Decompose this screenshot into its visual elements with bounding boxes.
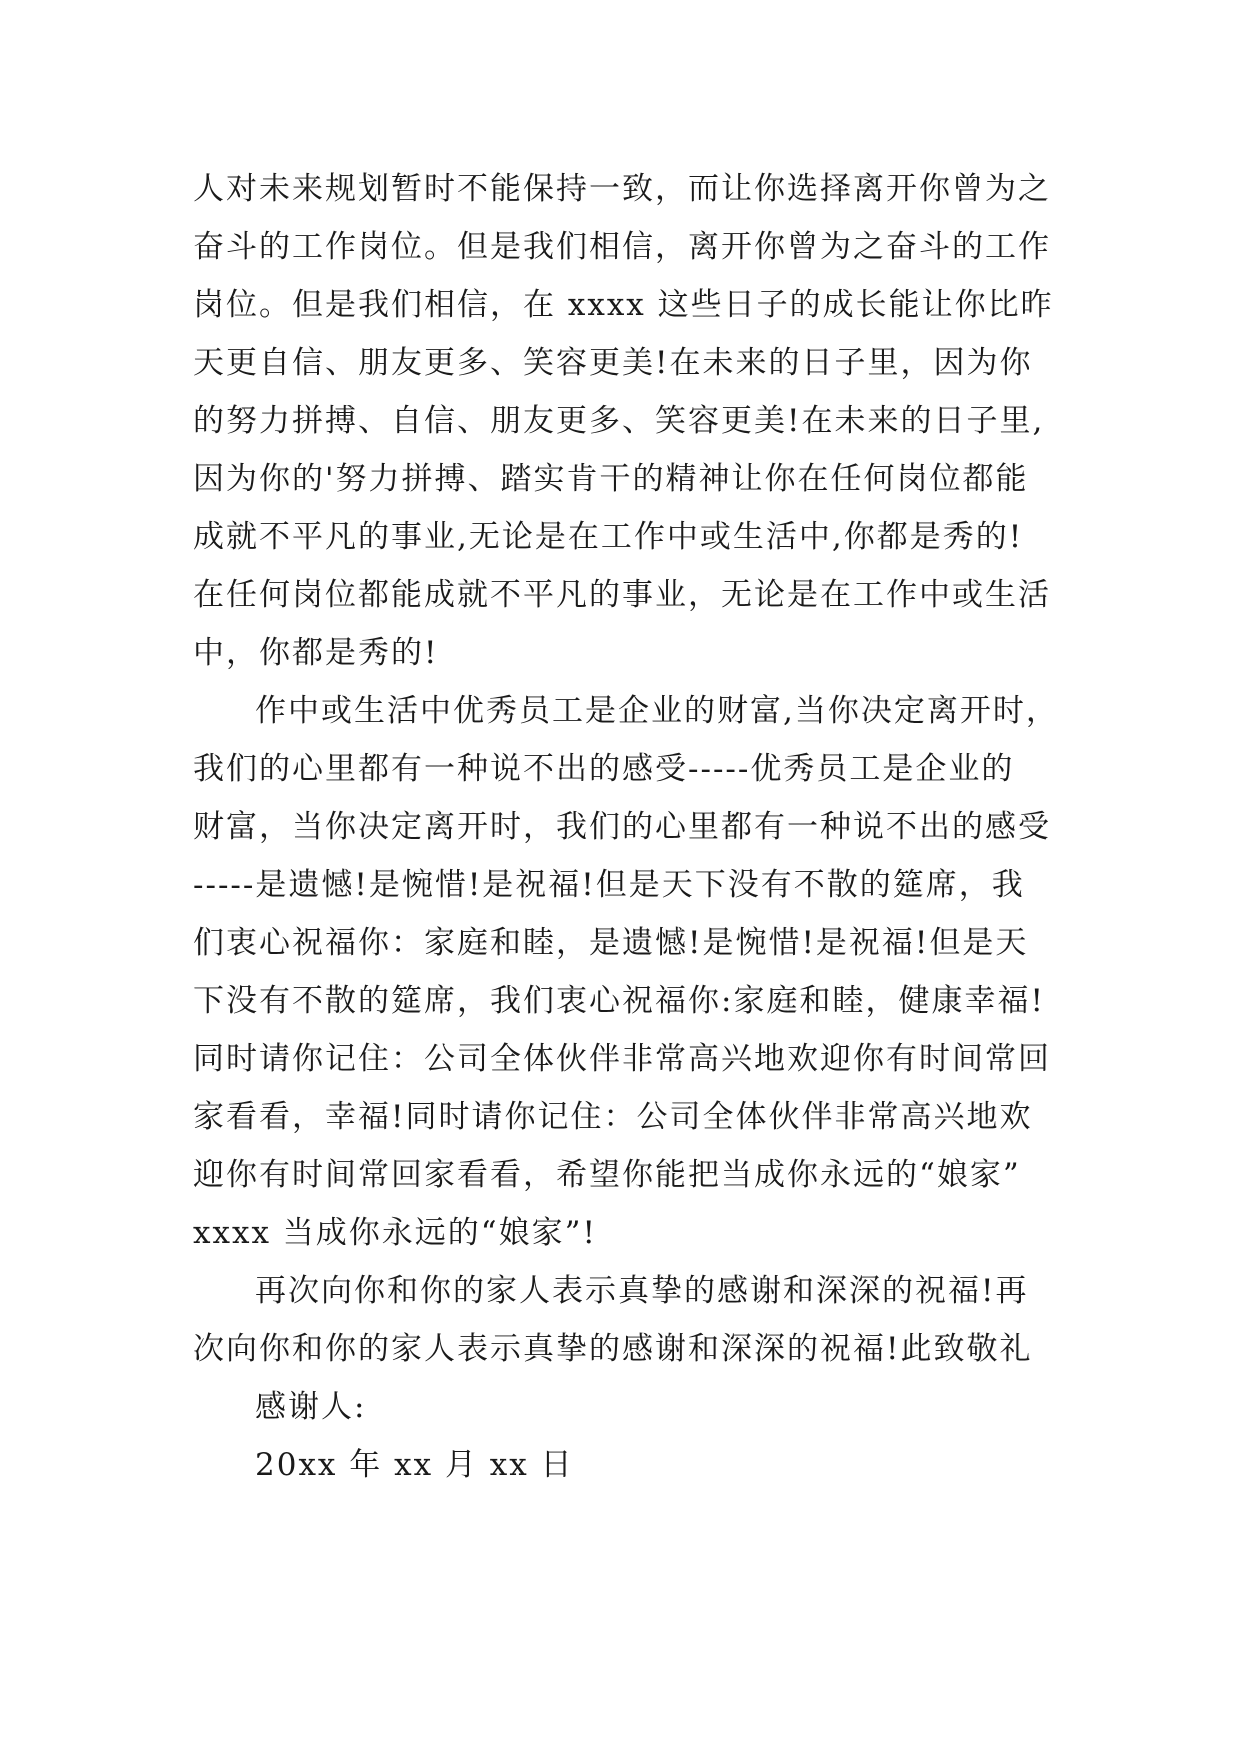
text-line: 中，你都是秀的!: [193, 635, 439, 671]
text-line: 因为你的'努力拼搏、踏实肯干的精神让你在任何岗位都能: [193, 461, 1029, 497]
text-line: 次向你和你的家人表示真挚的感谢和深深的祝福!此致敬礼: [193, 1331, 1033, 1367]
signature-label: 感谢人:: [255, 1389, 367, 1425]
text-line: xxxx 当成你永远的“娘家”!: [193, 1215, 597, 1251]
letter-body: [193, 160, 1059, 1494]
text-line: 们衷心祝福你：家庭和睦，是遗憾!是惋惜!是祝福!但是天: [193, 925, 1029, 961]
paragraph-start-line: 再次向你和你的家人表示真挚的感谢和深深的祝福!再: [255, 1273, 1029, 1309]
paragraph-start-line: 作中或生活中优秀员工是企业的财富,当你决定离开时，: [255, 693, 1059, 729]
text-line: 下没有不散的筵席，我们衷心祝福你:家庭和睦，健康幸福!: [193, 983, 1045, 1019]
text-line: 同时请你记住：公司全体伙伴非常高兴地欢迎你有时间常回: [193, 1041, 1051, 1077]
text-line: 家看看，幸福!同时请你记住：公司全体伙伴非常高兴地欢: [193, 1099, 1033, 1135]
text-line: 财富，当你决定离开时，我们的心里都有一种说不出的感受: [193, 809, 1051, 845]
text-line: 我们的心里都有一种说不出的感受-----优秀员工是企业的: [193, 751, 1015, 787]
text-line: -----是遗憾!是惋惜!是祝福!但是天下没有不散的筵席，我: [193, 867, 1025, 903]
text-line: 成就不平凡的事业,无论是在工作中或生活中,你都是秀的!: [193, 519, 1024, 555]
text-line: 岗位。但是我们相信，在 xxxx 这些日子的成长能让你比昨: [193, 287, 1054, 323]
date-line: 20xx 年 xx 月 xx 日: [255, 1447, 574, 1483]
text-line: 迎你有时间常回家看看，希望你能把当成你永远的“娘家”: [193, 1157, 1021, 1193]
text-line: 天更自信、朋友更多、笑容更美!在未来的日子里，因为你: [193, 345, 1033, 381]
text-line: 奋斗的工作岗位。但是我们相信，离开你曾为之奋斗的工作: [193, 229, 1051, 265]
text-line: 人对未来规划暂时不能保持一致，而让你选择离开你曾为之: [193, 171, 1051, 207]
text-line: 的努力拼搏、自信、朋友更多、笑容更美!在未来的日子里,: [193, 403, 1045, 439]
text-line: 在任何岗位都能成就不平凡的事业，无论是在工作中或生活: [193, 577, 1051, 613]
